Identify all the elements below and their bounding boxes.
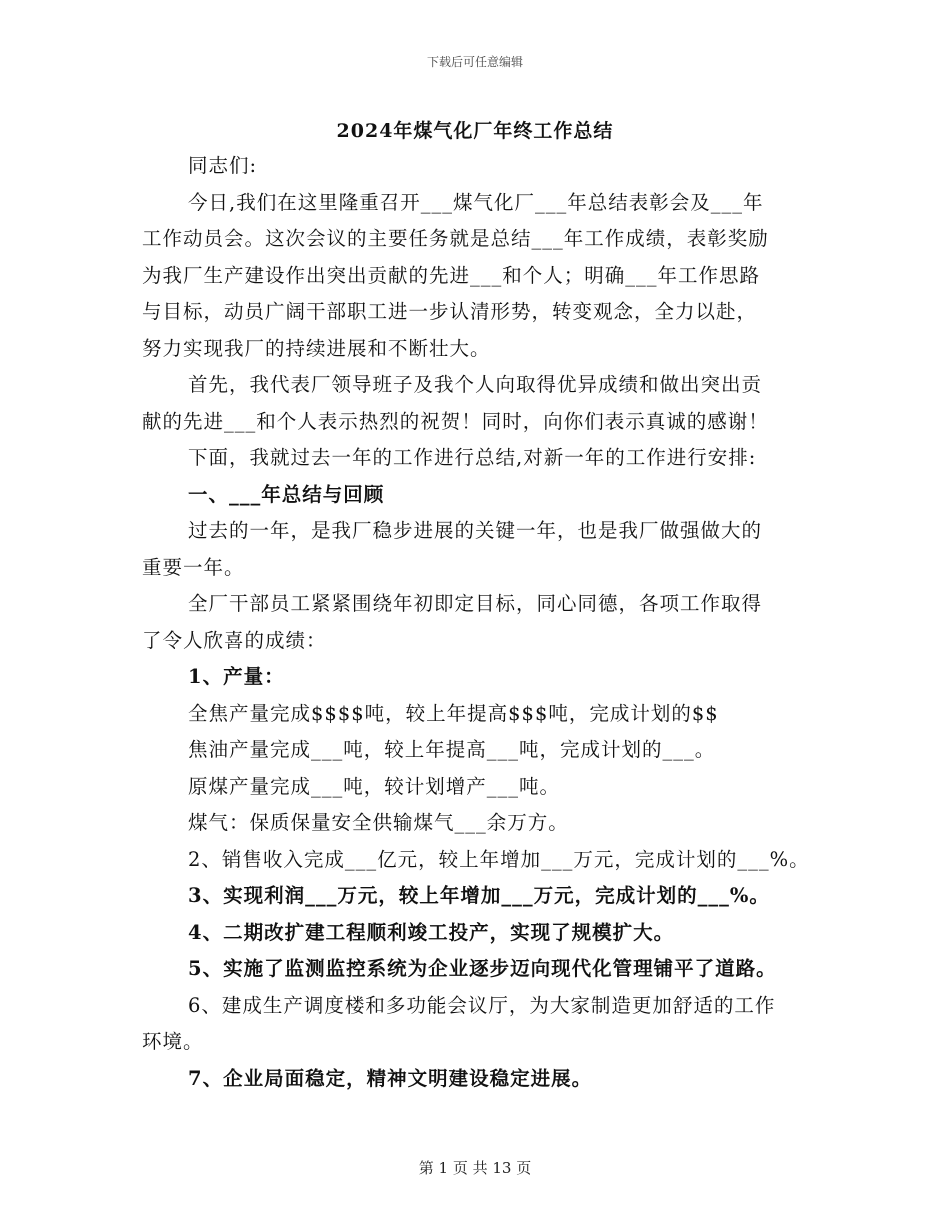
body-line: 全厂干部员工紧紧围绕年初即定目标，同心同德，各项工作取得 — [188, 592, 763, 615]
list-item: 5、实施了监测监控系统为企业逐步迈向现代化管理铺平了道路。 — [188, 957, 777, 980]
body-line: 全焦产量完成$$$$吨，较上年提高$$$吨，完成计划的$$ — [188, 701, 719, 725]
list-item: 3、实现利润___万元，较上年增加___万元，完成计划的___%。 — [188, 884, 770, 907]
list-item: 2、销售收入完成___亿元，较上年增加___万元，完成计划的___%。 — [188, 847, 810, 871]
body-line: 原煤产量完成___吨，较计划增产___吨。 — [188, 774, 561, 798]
body-line: 献的先进___和个人表示热烈的祝贺！同时，向你们表示真诚的感谢！ — [142, 409, 769, 433]
body-line: 工作动员会。这次会议的主要任务就是总结___年工作成绩，表彰奖励 — [142, 227, 769, 250]
body-line: 煤气：保质保量安全供输煤气___余万方。 — [188, 811, 569, 834]
body-line: 与目标，动员广阔干部职工进一步认清形势，转变观念，全力以赴， — [142, 300, 758, 323]
list-item: 6、建成生产调度楼和多功能会议厅，为大家制造更加舒适的工作 — [188, 993, 776, 1017]
body-line: 努力实现我厂的持续进展和不断壮大。 — [142, 336, 491, 360]
body-line: 过去的一年，是我厂稳步进展的关键一年，也是我厂做强做大的 — [188, 519, 763, 542]
document-body — [142, 148, 832, 1097]
body-line: 了令人欣喜的成绩： — [142, 628, 327, 652]
document-title: 2024年煤气化厂年终工作总结 — [336, 120, 614, 142]
subsection-heading: 1、产量： — [188, 665, 285, 688]
body-line: 今日,我们在这里隆重召开___煤气化厂___年总结表彰会及___年 — [188, 190, 764, 214]
body-line: 同志们: — [188, 154, 258, 177]
page-header: 下载后可任意编辑 — [426, 55, 523, 69]
body-line: 重要一年。 — [142, 555, 245, 579]
body-line: 首先，我代表厂领导班子及我个人向取得优异成绩和做出突出贡 — [188, 373, 763, 396]
body-line: 下面，我就过去一年的工作进行总结,对新一年的工作进行安排: — [188, 446, 757, 469]
body-line: 为我厂生产建设作出突出贡献的先进___和个人；明确___年工作思路 — [142, 263, 761, 287]
list-item: 4、二期改扩建工程顺利竣工投产，实现了规模扩大。 — [188, 920, 675, 944]
section-heading: 一、___年总结与回顾 — [188, 482, 385, 506]
body-line: 环境。 — [142, 1030, 204, 1053]
page-number: 第 1 页 共 13 页 — [418, 1159, 532, 1177]
list-item: 7、企业局面稳定，精神文明建设稳定进展。 — [188, 1066, 593, 1090]
body-line: 焦油产量完成___吨，较上年提高___吨，完成计划的___。 — [188, 738, 716, 761]
